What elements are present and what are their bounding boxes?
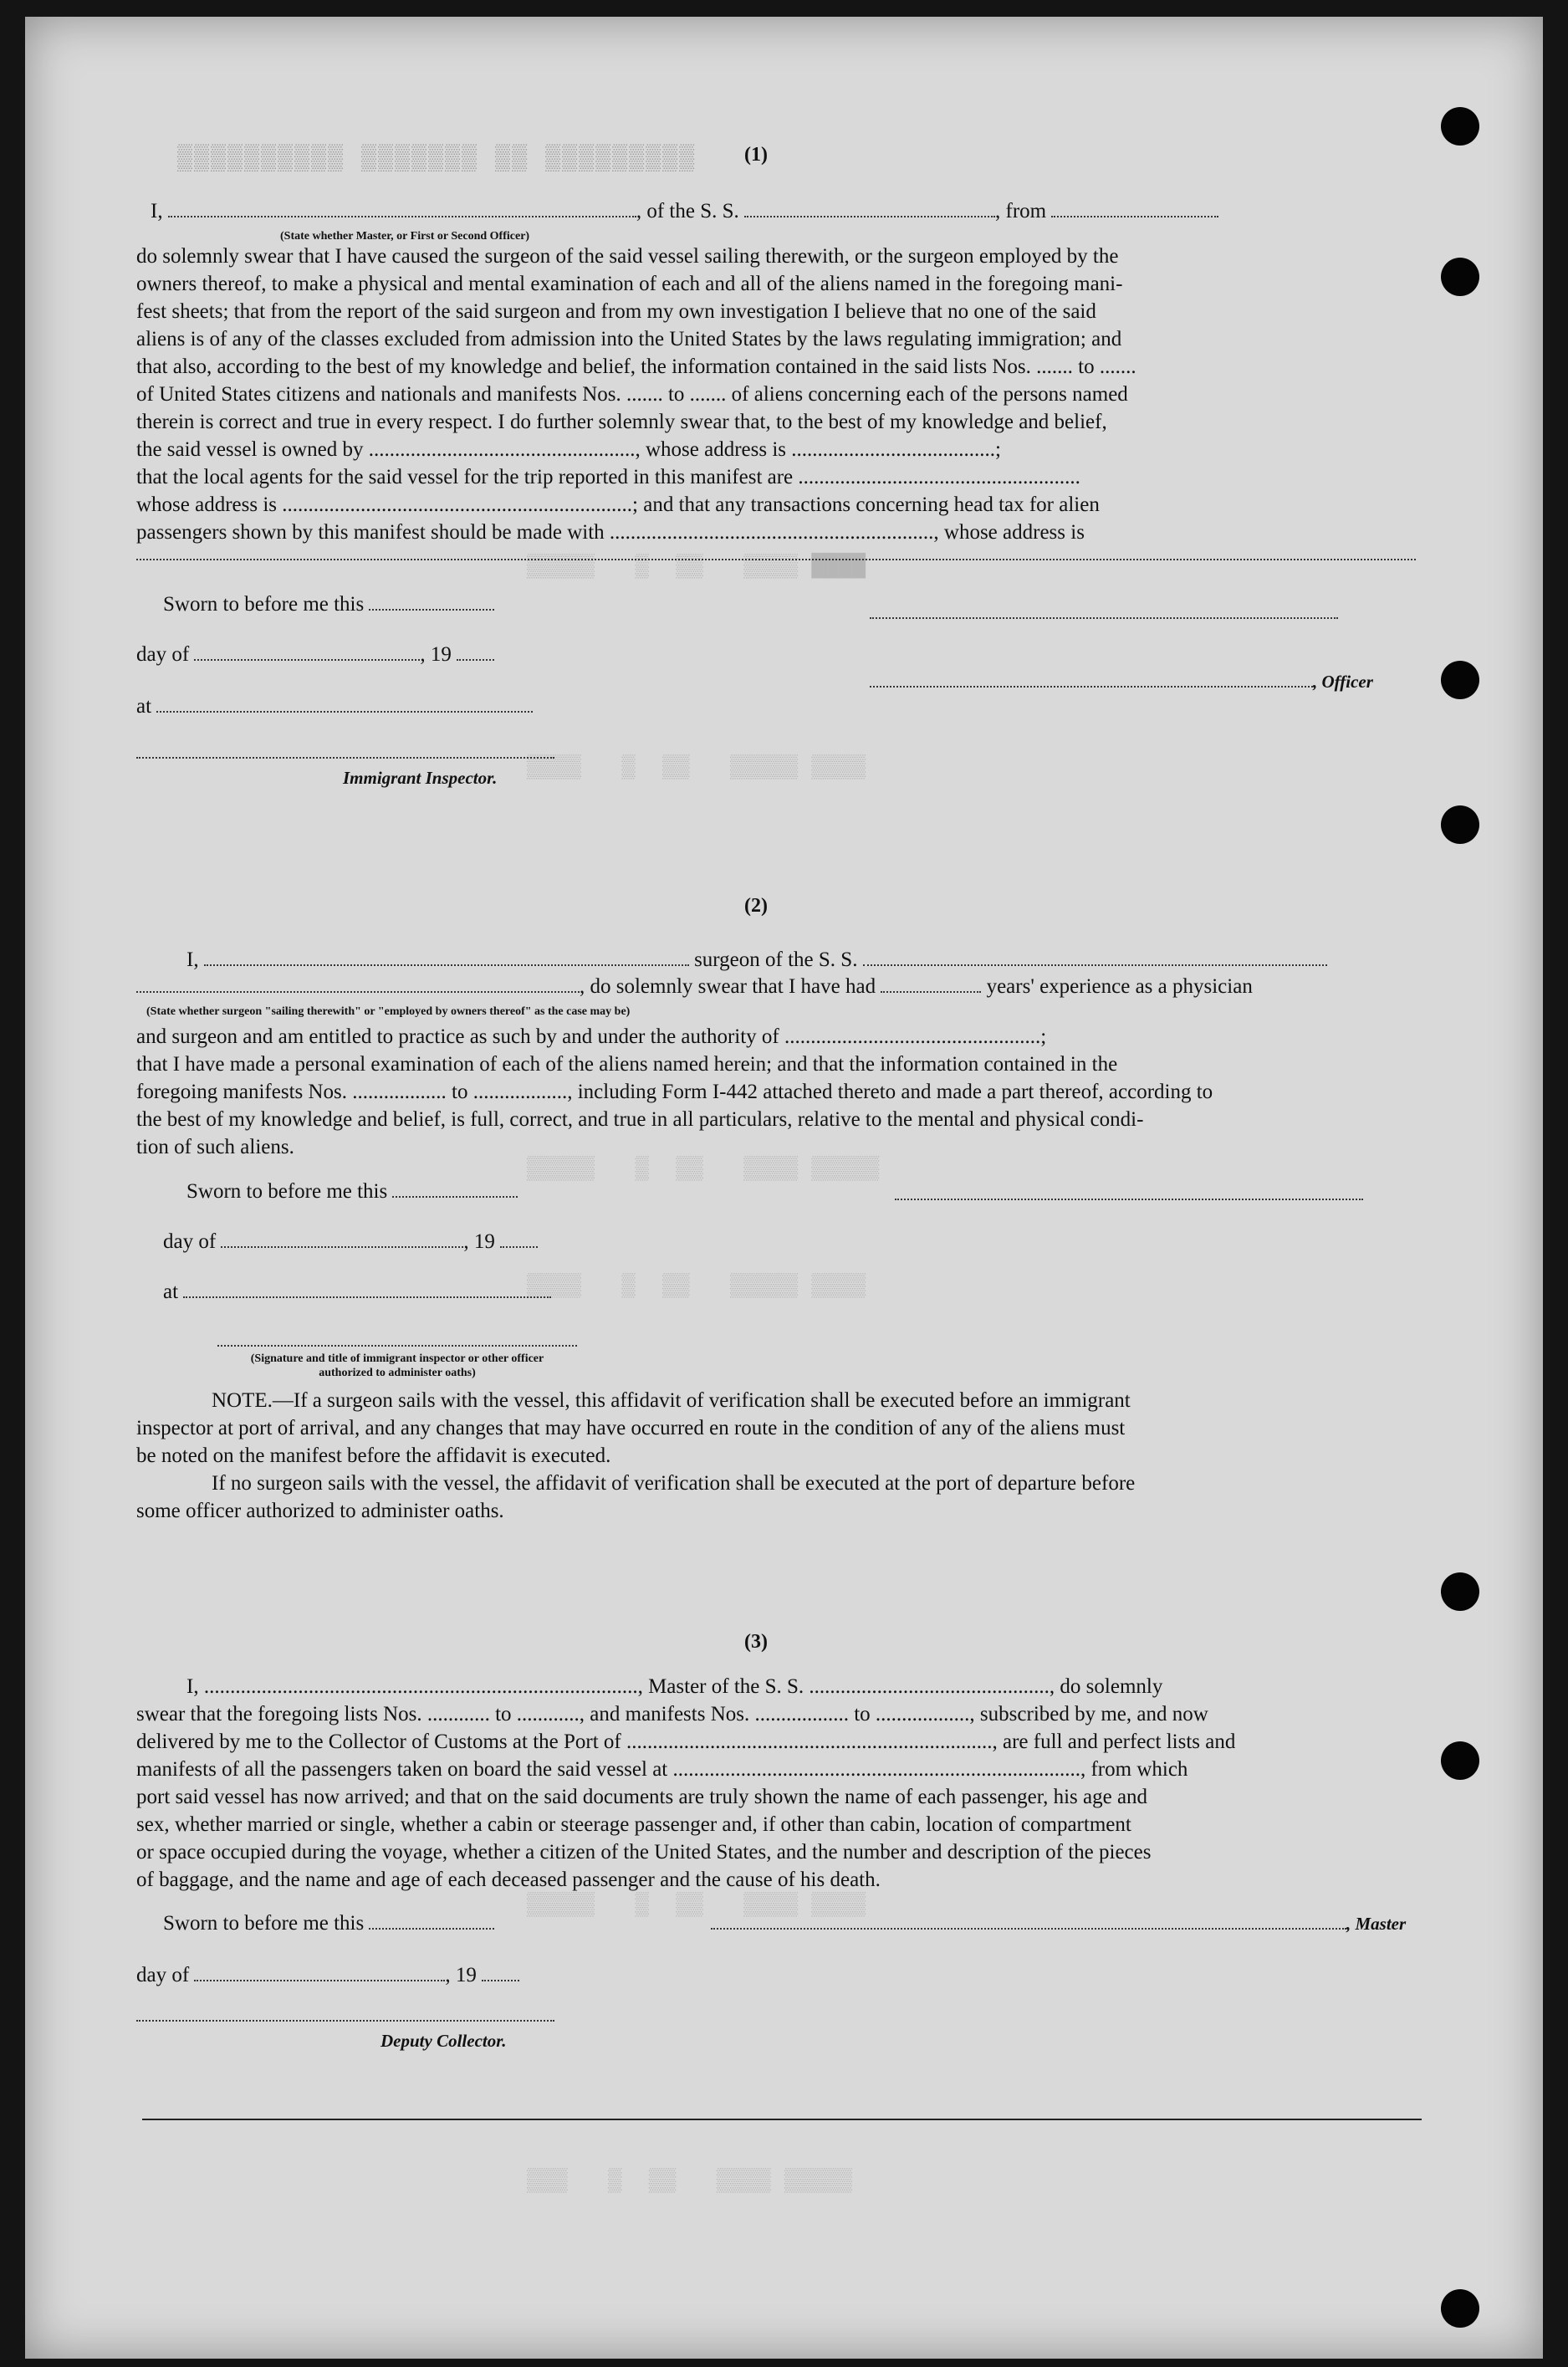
bleed-through-pattern: ▒▒▒▒ ▒▒▒▒ ▒▒ ▒ ▒▒▒▒▒ [527,1890,866,1915]
vessel-label: , of the S. S. [636,200,739,222]
section-1-line: do solemnly swear that I have caused the surgeon of the said vessel sailing therewith, or the surgeon employed by the [136,245,1119,268]
master-signature-field[interactable] [711,1913,1346,1930]
section-1-line: owners thereof, to make a physical and mental examination of each and all of the aliens named in the foregoing mani- [136,273,1123,295]
section-3-line: of baggage, and the name and age of each deceased passenger and the cause of his death. [136,1869,881,1891]
day-of-label: day of [136,1964,190,1986]
section-1-day [136,642,494,667]
section-1-prefix: I, [151,200,163,222]
at-field[interactable] [183,1281,551,1298]
section-3-line: or space occupied during the voyage, whether a citizen of the United States, and the number and description of the pieces [136,1841,1152,1863]
signature-caption: (Signature and title of immigrant inspector or other officer authorized to administer oaths) [250,1352,544,1379]
section-1-body [136,243,1420,546]
year-field[interactable] [500,1231,538,1248]
officer-label: , Officer [1313,672,1373,692]
sworn-date-field[interactable] [369,594,494,611]
section-1-line: passengers shown by this manifest should be made with .............................................................., whose address is [136,521,1085,544]
sworn-date-field[interactable] [392,1181,518,1198]
day-field[interactable] [194,644,420,661]
experience-label: years' experience as a physician [986,975,1253,998]
note-line: If no surgeon sails with the vessel, the affidavit of verification shall be executed at the port of departure before [212,1472,1136,1495]
year-field[interactable] [457,644,494,661]
section-1-line: the said vessel is owned by ..................................................., whose address is .......................................; [136,438,1001,461]
deputy-collector-label: Deputy Collector. [381,2031,507,2051]
vessel-name-field[interactable] [744,201,995,217]
section-2-prefix: I, [186,948,199,971]
section-2-line: the best of my knowledge and belief, is full, correct, and true in all particulars, relative to the mental and physical condi- [136,1108,1144,1131]
section-2-line: and surgeon and am entitled to practice as such by and under the authority of .................................................; [136,1025,1047,1048]
sworn-label: Sworn to before me this [163,1912,365,1935]
section-1-at [136,694,533,719]
section-1-caption: (State whether Master, or First or Second Officer) [280,230,530,243]
year-label: , 19 [445,1964,477,1986]
punch-hole [1441,661,1479,699]
section-3-line: port said vessel has now arrived; and that on the said documents are truly shown the name of each passenger, his age and [136,1786,1148,1808]
sworn-date-field[interactable] [369,1913,494,1930]
section-2-line: that I have made a personal examination of each of the aliens named herein; and that the information contained in the [136,1053,1118,1076]
section-3-line: swear that the foregoing lists Nos. ............ to ............, and manifests Nos. .................. to .................., subscribed by me, and now [136,1703,1208,1725]
section-3-day [136,1963,519,1988]
bleed-through-pattern: ▒▒▒▒▒ ▒▒▒▒ ▒▒ ▒ ▒▒▒ [527,2166,852,2191]
officer-signature-line [870,617,1338,619]
day-of-label: day of [136,643,190,666]
deputy-signature-line [136,2020,554,2022]
sworn-label: Sworn to before me this [163,593,365,616]
section-2-line-1 [186,948,1327,973]
surgeon-status-field[interactable] [136,976,580,993]
section-3-line: manifests of all the passengers taken on board the said vessel at .............................................................................., from which [136,1758,1188,1781]
section-2-sworn [186,1179,518,1204]
surgeon-name-field[interactable] [204,949,689,966]
surgeon-note [136,1387,1420,1525]
departure-port-field[interactable] [1051,201,1218,217]
section-1-oath-line [151,199,1218,224]
punch-hole [1441,1741,1479,1780]
section-1-line: therein is correct and true in every respect. I do further solemnly swear that, to the best of my knowledge and belief, [136,411,1107,433]
note-line: be noted on the manifest before the affidavit is executed. [136,1444,611,1467]
year-label: , 19 [463,1230,495,1253]
officer-line [870,669,1373,694]
section-2-line: tion of such aliens. [136,1136,294,1158]
at-field[interactable] [156,696,533,713]
bleed-through-header: ▒▒▒▒▒▒▒▒▒ ▒▒ ▒▒▒▒▒▒▒ ▒▒▒▒▒▒▒▒▒▒ [176,142,695,171]
manifest-page [25,17,1543,2359]
note-line: NOTE.—If a surgeon sails with the vessel, this affidavit of verification shall be executed before an immigrant [212,1389,1131,1412]
section-2-body [136,1023,1420,1161]
master-name-field[interactable] [168,201,636,217]
bleed-through-pattern: ▒▒▒▒▒ ▒▒▒▒ ▒▒ ▒ ▒▒▒▒▒ [527,1154,880,1179]
surgeon-signature-line [895,1199,1363,1200]
master-line [711,1911,1406,1936]
punch-hole [1441,258,1479,296]
section-2-day [163,1230,538,1255]
section-1-line: that the local agents for the said vessel for the trip reported in this manifest are ...................................................... [136,466,1080,488]
section-1-line: of United States citizens and nationals and manifests Nos. ....... to ....... of aliens concerning each of the persons named [136,383,1128,406]
punch-hole [1441,2289,1479,2328]
at-label: at [136,695,152,718]
bottom-rule [142,2119,1422,2120]
bleed-through-pattern: ▒▒▒▒ ▒▒▒▒▒ ▒▒ ▒ ▒▒▒▒ [527,753,866,778]
section-2-line-2 [136,974,1253,999]
at-label: at [163,1281,179,1303]
section-1-sworn [163,592,494,617]
section-2-caption: (State whether surgeon "sailing therewith" or "employed by owners thereof" as the case may be) [146,1005,631,1018]
year-field[interactable] [482,1965,519,1981]
section-1-line: whose address is ...................................................................; and that any transactions concerning head tax for alien [136,493,1100,516]
day-of-label: day of [163,1230,217,1253]
immigrant-inspector-label: Immigrant Inspector. [343,768,498,788]
section-3-body [136,1673,1420,1894]
section-2-at [163,1280,551,1305]
sworn-label: Sworn to before me this [186,1180,388,1203]
day-field[interactable] [194,1965,445,1981]
section-1-line: fest sheets; that from the report of the said surgeon and from my own investigation I believe that no one of the said [136,300,1096,323]
note-line: some officer authorized to administer oaths. [136,1500,504,1522]
section-1-number: (1) [744,144,768,166]
punch-hole [1441,1572,1479,1611]
surgeon-vessel-field[interactable] [863,949,1327,966]
section-2-number: (2) [744,895,768,917]
officer-field[interactable] [870,671,1313,688]
section-3-sworn [163,1911,494,1936]
section-3-line: delivered by me to the Collector of Customs at the Port of ......................................................................, are full and perfect lists and [136,1731,1236,1753]
section-2-line: foregoing manifests Nos. .................. to .................., including Form I-442 attached thereto and made a part thereof, according to [136,1081,1213,1103]
bleed-through-pattern: ▒▒▒▒ ▒▒▒▒▒ ▒▒ ▒ ▒▒▒▒ [527,1271,866,1296]
section-3-line: sex, whether married or single, whether a cabin or steerage passenger and, if other than cabin, location of compartment [136,1813,1131,1836]
inspector-signature-line [136,757,554,759]
punch-hole [1441,107,1479,146]
years-experience-field[interactable] [881,976,981,993]
section-3-line: I, ..................................................................................., Master of the S. S. .............................................., do solemnly [186,1675,1163,1698]
section-1-line: aliens is of any of the classes excluded from admission into the United States by the laws regulating immigration; and [136,328,1122,350]
bleed-through-pattern: ████ ▒▒▒▒ ▒▒ ▒ ▒▒▒▒▒ [527,552,866,577]
from-label: , from [995,200,1047,222]
day-field[interactable] [221,1231,463,1248]
punch-hole [1441,805,1479,844]
year-label: , 19 [420,643,452,666]
solemnly-swear-label: , do solemnly swear that I have had [580,975,876,998]
surgeon-label: surgeon of the S. S. [694,948,858,971]
note-line: inspector at port of arrival, and any changes that may have occurred en route in the condition of any of the aliens must [136,1417,1126,1439]
section-3-number: (3) [744,1631,768,1653]
section-1-line: that also, according to the best of my knowledge and belief, the information contained in the said lists Nos. ....... to ....... [136,355,1136,378]
signature-line [217,1345,577,1347]
master-label: , Master [1346,1914,1407,1934]
section-1-continuation-line [136,559,1416,560]
